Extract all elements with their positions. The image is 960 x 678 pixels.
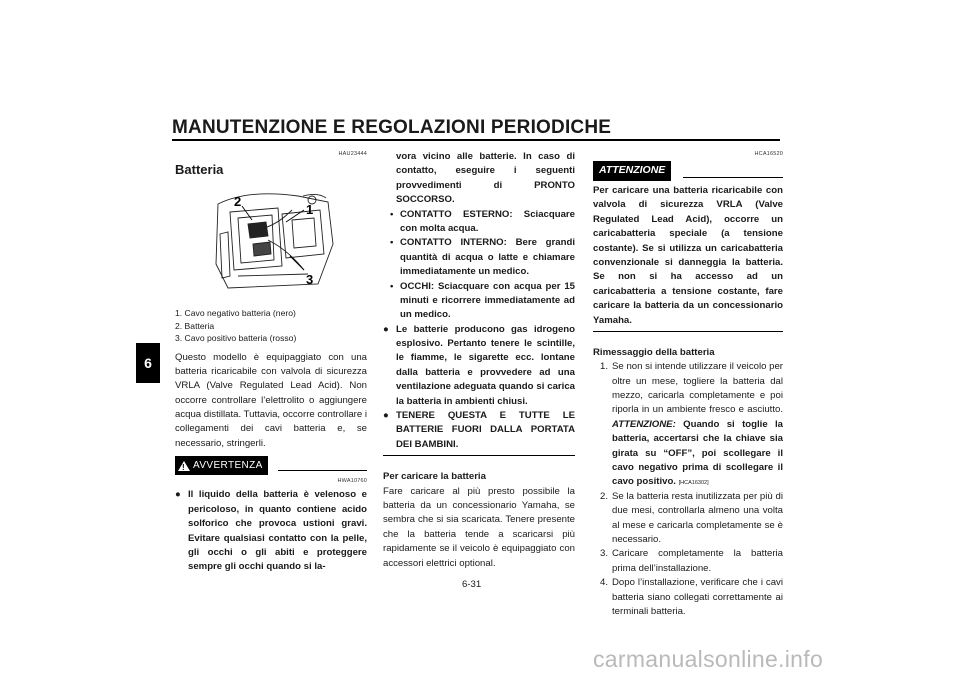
first-aid-text: CONTATTO ESTERNO: Sciacquare con molta acqua.: [400, 208, 575, 234]
step-number: 1.: [600, 361, 609, 373]
step-number: 3.: [600, 548, 609, 560]
warning-code: [175, 456, 367, 485]
bullet-dot-icon: ●: [383, 410, 389, 422]
battery-illustration: [208, 184, 338, 294]
column-2: [383, 150, 575, 571]
storage-step-text: Caricare completamente la batteria prima dell’installazione.: [612, 548, 783, 574]
warning-label: AVVERTENZA: [193, 460, 263, 472]
column-1: [175, 150, 367, 575]
intro-paragraph: Questo modello è equipaggiato con una batteria ricaricabile con valvola di sicurezza VRLA (Valve Regulated Lead Acid). Non occorre controllare l’elettrolito o aggiungere acqua distillata. Tuttavia, occorre controllare i collegamenti dei cavi batteria e, se necessario, stringerli.: [175, 351, 367, 449]
first-aid-text: OCCHI: Sciacquare con acqua per 15 minuti e ricorrere immediatamente ad un medico.: [400, 280, 575, 321]
figure-legend: [175, 307, 367, 344]
charge-title: Per caricare la batteria: [383, 471, 486, 483]
attention-code: HCA16520: [754, 151, 783, 157]
legend-item: 1. Cavo negativo batteria (nero): [175, 308, 296, 319]
attention-badge: ATTENZIONE: [593, 161, 671, 181]
chapter-tab: 6: [136, 343, 160, 383]
storage-step-text: Se la batteria resta inutilizzata per più di due mesi, controllarla almeno una volta al mese e caricarla completamente se è necessario.: [612, 490, 783, 545]
storage-step-text: [612, 360, 783, 490]
warning-bullet-text: Le batterie producono gas idrogeno esplosivo. Pertanto tenere le scintille, le fiamme, le sigarette ecc. lontane dalla batteria e provvedere ad una ventilazione adeguata quando si carica la batteria in ambienti chiusi.: [396, 323, 575, 407]
step-number: 4.: [600, 577, 609, 589]
charge-paragraph: Fare caricare al più presto possibile la batteria da un concessionario Yamaha, se sembra che si sia scaricata. Tenere presente che la batteria tende a scaricarsi più rapidamente se il veicolo è equipaggiato con accessori elettrici optional.: [383, 485, 575, 569]
storage-step-text: Dopo l’installazione, verificare che i cavi batteria siano collegati correttamente ai terminali batteria.: [612, 577, 783, 617]
storage-step: [593, 360, 783, 490]
storage-step: [593, 547, 783, 576]
first-aid-item: [383, 208, 575, 237]
first-aid-item: [383, 280, 575, 323]
warning-badge: [175, 456, 268, 475]
step1-code: [HCA16302]: [678, 480, 709, 487]
sub-bullet-dot-icon: •: [390, 208, 394, 220]
warning-bullet: [383, 409, 575, 452]
page-number: 6-31: [462, 579, 482, 590]
step-number: 2.: [600, 490, 609, 502]
section-code: HAU23444: [338, 151, 367, 157]
warning-rule: [278, 470, 367, 471]
warning-bullet-text: TENERE QUESTA E TUTTE LE BATTERIE FUORI DALLA PORTATA DEI BAMBINI.: [396, 410, 575, 450]
first-aid-item: [383, 236, 575, 279]
figure-label-3: 3: [306, 271, 314, 287]
step1-text: Se non si intende utilizzare il veicolo per oltre un mese, togliere la batteria dal mezzo, caricarla completamente e poi riporla in un ambiente fresco e asciutto.: [612, 361, 783, 416]
column-3: [593, 150, 783, 619]
warning-code-text: HWA10760: [337, 478, 367, 485]
warning-bullet: [383, 323, 575, 409]
attention-end-rule: [593, 331, 783, 332]
attention-header: [593, 161, 783, 181]
bullet-dot-icon: ●: [175, 489, 181, 501]
step1-attention-label: ATTENZIONE:: [612, 418, 676, 430]
attention-rule: [683, 177, 783, 178]
warning-end-rule: [383, 455, 575, 456]
warning-triangle-icon: [178, 461, 190, 471]
storage-title: Rimessaggio della batteria: [593, 346, 715, 358]
warning-header: [175, 456, 367, 475]
warning-bullet-continued: vora vicino alle batterie. In caso di contatto, eseguire i seguenti provvedimenti di PRONTO SOCCORSO.: [396, 151, 575, 206]
watermark-link[interactable]: carmanualsonline.info: [593, 646, 824, 672]
sub-bullet-dot-icon: •: [390, 280, 394, 292]
section-title: Batteria: [175, 162, 224, 178]
page-header-title: MANUTENZIONE E REGOLAZIONI PERIODICHE: [172, 117, 612, 138]
bullet-dot-icon: ●: [383, 323, 389, 335]
warning-bullet: [175, 488, 367, 574]
header-rule: [172, 139, 780, 141]
first-aid-text: CONTATTO INTERNO: Bere grandi quantità di acqua o latte e chiamare immediatamente un medico.: [400, 237, 575, 278]
storage-step: [593, 490, 783, 548]
sub-bullet-dot-icon: •: [390, 237, 394, 249]
legend-item: 3. Cavo positivo batteria (rosso): [175, 333, 297, 344]
step1-bold-text: Quando si toglie la batteria, accertarsi che la chiave sia girata su “OFF”, poi scollegare il cavo negativo prima di scollegare il cavo positivo.: [612, 418, 783, 488]
figure-label-1: 1: [306, 201, 314, 217]
warning-bullet-text: Il liquido della batteria è velenoso e pericoloso, in quanto contiene acido solforico che provoca ustioni gravi. Evitare qualsiasi contatto con la pelle, gli occhi o gli abiti e proteggere sempre gli occhi quando si la-: [188, 489, 367, 573]
storage-step: [593, 576, 783, 619]
attention-paragraph: Per caricare una batteria ricaricabile con valvola di sicurezza VRLA (Valve Regulated Lead Acid), occorre un caricabatteria speciale (a tensione costante). Se si utilizza un caricabatteria convenzionale si danneggia la batteria. Se non si ha accesso ad un caricabatteria a tensione costante, fare caricare la batteria da un concessionario Yamaha.: [593, 185, 783, 326]
figure-label-2: 2: [234, 193, 242, 209]
legend-item: 2. Batteria: [175, 320, 215, 331]
